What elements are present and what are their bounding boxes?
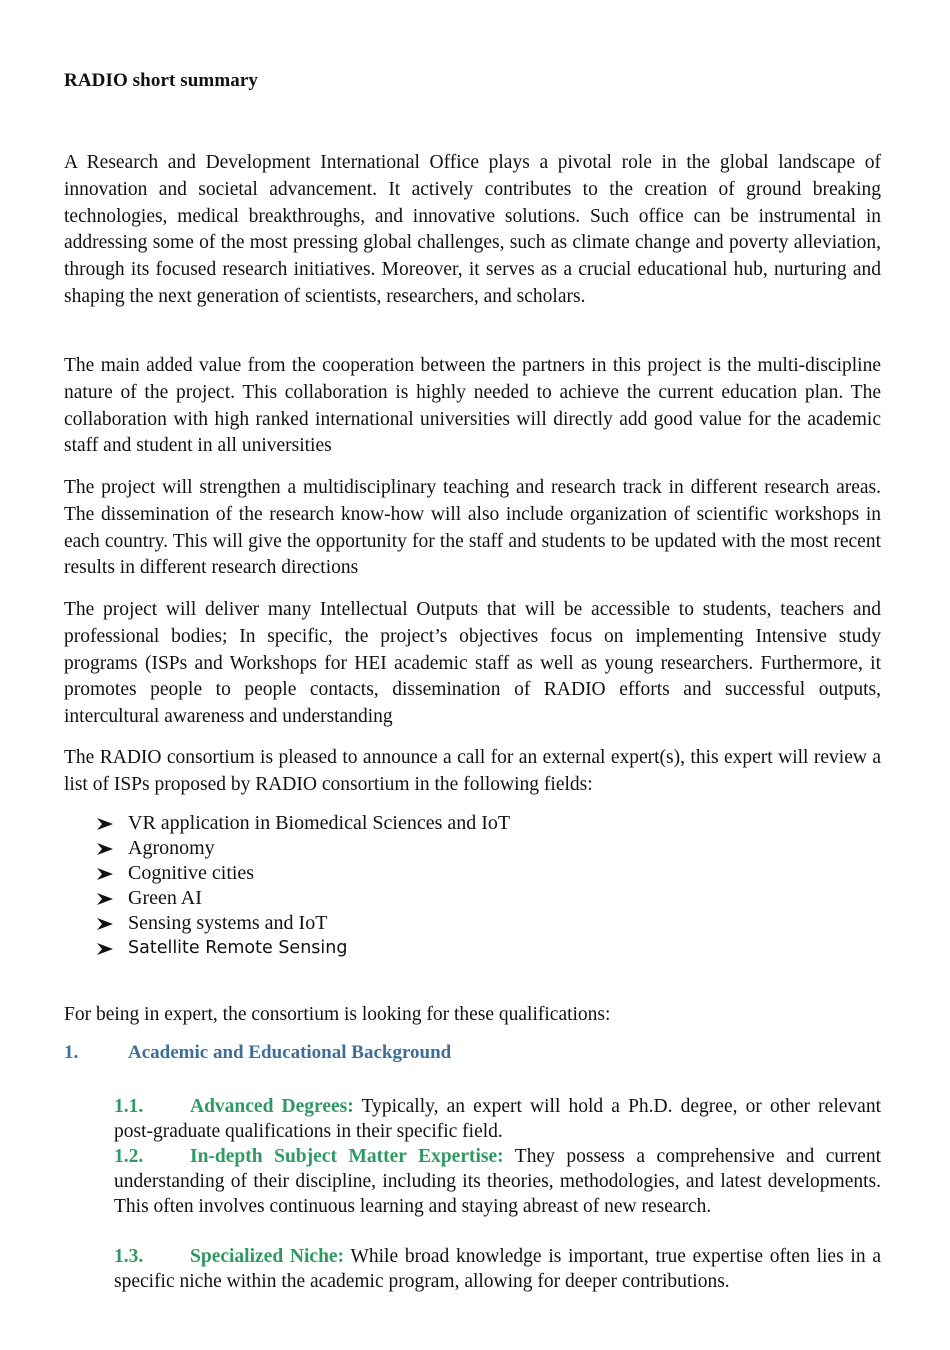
- document-title: RADIO short summary: [64, 70, 259, 91]
- paragraph-intellectual-outputs: The project will deliver many Intellectual Outputs that will be accessible to students, teachers and professional bodies; In specific, the project’s objectives focus on implementing Intensive study programs (ISPs and Workshops for HEI academic staff as well as young researchers. Furthermore, it promotes people to people contacts, dissemination of RADIO efforts and successful outputs, intercultural awareness and understanding: [64, 599, 881, 728]
- paragraph-intro: A Research and Development International Office plays a pivotal role in the global landscape of innovation and societal advancement. It actively contributes to the creation of ground breaking technologies, medical breakthroughs, and innovative solutions. Such office can be instrumental in addressing some of the most pressing global challenges, such as climate change and poverty alleviation, through its focused research initiatives. Moreover, it serves as a crucial educational hub, nurturing and shaping the next generation of scientists, researchers, and scholars.: [64, 152, 881, 307]
- arrow-bullet-icon: [96, 867, 128, 881]
- subsection-advanced-degrees: [114, 1094, 881, 1144]
- field-label: Agronomy: [128, 837, 215, 859]
- subsection-term: Advanced Degrees:: [190, 1096, 354, 1117]
- arrow-bullet-icon: [96, 942, 128, 956]
- section-title: Academic and Educational Background: [128, 1042, 452, 1063]
- arrow-bullet-icon: [96, 917, 128, 931]
- fields-list: [96, 811, 510, 961]
- list-item: [96, 936, 510, 961]
- subsection-specialized-niche: [114, 1244, 881, 1294]
- field-label: Green AI: [128, 887, 202, 909]
- arrow-bullet-icon: [96, 842, 128, 856]
- subsection-number: 1.1.: [114, 1096, 144, 1117]
- arrow-bullet-icon: [96, 892, 128, 906]
- field-label: Cognitive cities: [128, 862, 255, 884]
- paragraph-multidisciplinary: The project will strengthen a multidisciplinary teaching and research track in different research areas. The dissemination of the research know-how will also include organization of scientific workshops in each country. This will give the opportunity for the staff and students to be updated with the most recent results in different research directions: [64, 477, 881, 579]
- subsection-text: While broad knowledge is important, true expertise often lies in a specific niche within the academic program, allowing for deeper contributions.: [114, 1246, 881, 1292]
- subsection-term: Specialized Niche:: [190, 1246, 345, 1267]
- section-number: 1.: [64, 1042, 79, 1063]
- subsection-subject-expertise: [114, 1144, 881, 1219]
- subsection-term: In-depth Subject Matter Expertise:: [190, 1146, 504, 1167]
- list-item: [96, 886, 510, 911]
- list-item: [96, 861, 510, 886]
- subsection-number: 1.3.: [114, 1246, 144, 1267]
- list-item: [96, 836, 510, 861]
- subsection-text: Typically, an expert will hold a Ph.D. degree, or other relevant post-graduate qualifications in their specific field.: [114, 1096, 881, 1142]
- field-label: Sensing systems and IoT: [128, 912, 328, 934]
- arrow-bullet-icon: [96, 817, 128, 831]
- subsection-number: 1.2.: [114, 1146, 144, 1167]
- qualifications-intro: For being in expert, the consortium is looking for these qualifications:: [64, 1004, 611, 1025]
- subsection-text: They possess a comprehensive and current understanding of their discipline, including its theories, methodologies, and latest developments. This often involves continuous learning and staying abreast of new research.: [114, 1146, 881, 1217]
- field-label: VR application in Biomedical Sciences and IoT: [128, 812, 511, 834]
- section-heading: [64, 1042, 451, 1064]
- paragraph-added-value: The main added value from the cooperation between the partners in this project is the multi-discipline nature of the project. This collaboration is highly needed to achieve the current education plan. The collaboration with high ranked international universities will directly add good value for the academic staff and student in all universities: [64, 355, 881, 457]
- list-item: [96, 911, 510, 936]
- list-item: [96, 811, 510, 836]
- paragraph-call-for-experts: The RADIO consortium is pleased to announce a call for an external expert(s), this expert will review a list of ISPs proposed by RADIO consortium in the following fields:: [64, 747, 881, 795]
- field-label: Satellite Remote Sensing: [128, 938, 348, 958]
